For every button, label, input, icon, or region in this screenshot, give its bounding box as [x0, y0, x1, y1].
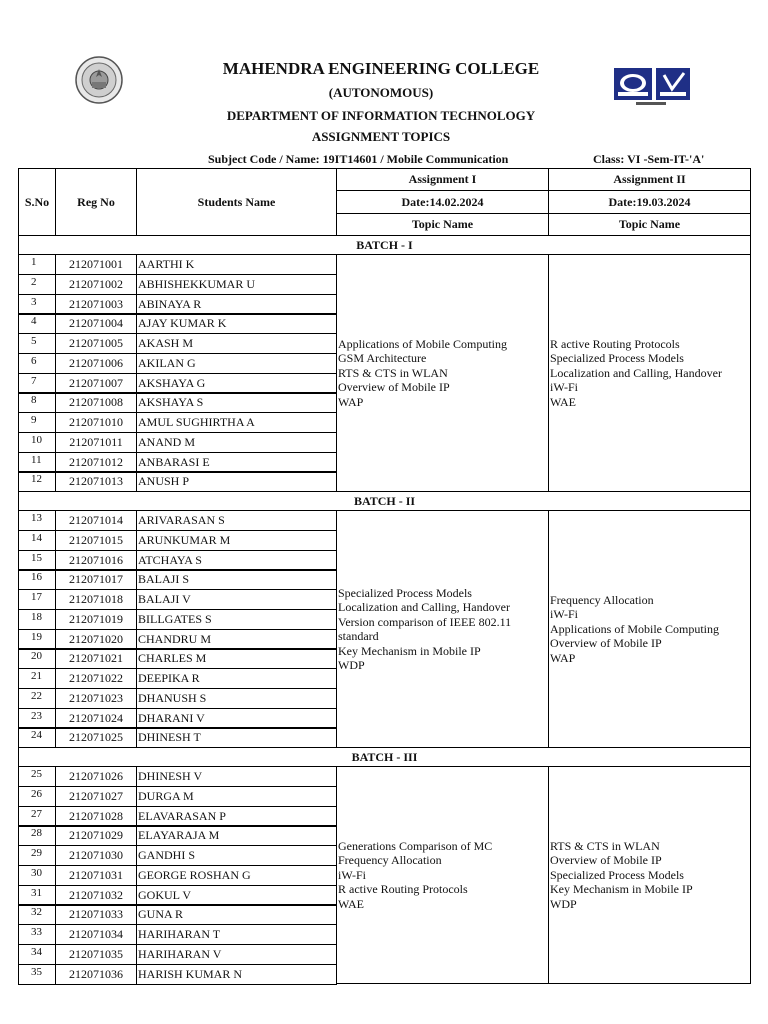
- student-name: AKSHAYA S: [136, 392, 337, 413]
- serial-number: 23: [18, 708, 56, 729]
- serial-number: 20: [18, 648, 56, 669]
- register-number: 212071012: [55, 452, 137, 473]
- student-name: HARIHARAN V: [136, 944, 337, 965]
- student-name: ABHISHEKKUMAR U: [136, 274, 337, 295]
- serial-number: 11: [18, 452, 56, 473]
- student-name: ELAYARAJA M: [136, 825, 337, 846]
- header-sno: S.No: [18, 168, 56, 236]
- register-number: 212071007: [55, 373, 137, 394]
- student-name: ANUSH P: [136, 471, 337, 492]
- register-number: 212071033: [55, 904, 137, 925]
- student-name: AKILAN G: [136, 353, 337, 374]
- serial-number: 15: [18, 550, 56, 571]
- student-name: CHANDRU M: [136, 629, 337, 650]
- serial-number: 27: [18, 806, 56, 827]
- batch-label: BATCH - II: [18, 491, 751, 511]
- assignment-2-topics: Frequency Allocation iW-Fi Applications of Mobile Computing Overview of Mobile IP WAP: [548, 510, 751, 748]
- assignment-2-topics: RTS & CTS in WLAN Overview of Mobile IP Specialized Process Models Key Mechanism in Mobile IP WDP: [548, 766, 751, 984]
- student-name: ATCHAYA S: [136, 550, 337, 571]
- student-name: DHANUSH S: [136, 688, 337, 709]
- student-name: GANDHI S: [136, 845, 337, 866]
- register-number: 212071015: [55, 530, 137, 551]
- student-name: CHARLES M: [136, 648, 337, 669]
- register-number: 212071035: [55, 944, 137, 965]
- serial-number: 2: [18, 274, 56, 295]
- serial-number: 19: [18, 629, 56, 650]
- header-topic-name-2: Topic Name: [548, 213, 751, 236]
- register-number: 212071020: [55, 629, 137, 650]
- assignment-1-topics: Specialized Process Models Localization and Calling, Handover Version comparison of IEEE 802.11 standard Key Mechanism in Mobile IP WDP: [336, 510, 549, 748]
- register-number: 212071032: [55, 885, 137, 906]
- assignment-1-topics: Generations Comparison of MC Frequency Allocation iW-Fi R active Routing Protocols WAE: [336, 766, 549, 984]
- register-number: 212071006: [55, 353, 137, 374]
- header-date-2: Date:19.03.2024: [548, 190, 751, 214]
- register-number: 212071019: [55, 609, 137, 630]
- serial-number: 26: [18, 786, 56, 807]
- serial-number: 3: [18, 294, 56, 315]
- header-students-name: Students Name: [136, 168, 337, 236]
- student-name: ANBARASI E: [136, 452, 337, 473]
- register-number: 212071036: [55, 964, 137, 985]
- serial-number: 31: [18, 885, 56, 906]
- register-number: 212071004: [55, 313, 137, 334]
- serial-number: 35: [18, 964, 56, 985]
- serial-number: 34: [18, 944, 56, 965]
- serial-number: 21: [18, 668, 56, 689]
- student-name: GOKUL V: [136, 885, 337, 906]
- serial-number: 10: [18, 432, 56, 453]
- serial-number: 28: [18, 825, 56, 846]
- student-name: DHINESH V: [136, 766, 337, 787]
- register-number: 212071031: [55, 865, 137, 886]
- register-number: 212071002: [55, 274, 137, 295]
- student-name: ELAVARASAN P: [136, 806, 337, 827]
- register-number: 212071003: [55, 294, 137, 315]
- serial-number: 6: [18, 353, 56, 374]
- serial-number: 30: [18, 865, 56, 886]
- student-name: ABINAYA R: [136, 294, 337, 315]
- assignment-2-topics: R active Routing Protocols Specialized Process Models Localization and Calling, Handover iW-Fi WAE: [548, 254, 751, 492]
- student-name: GUNA R: [136, 904, 337, 925]
- student-name: BILLGATES S: [136, 609, 337, 630]
- serial-number: 4: [18, 313, 56, 334]
- register-number: 212071034: [55, 924, 137, 945]
- student-name: AMUL SUGHIRTHA A: [136, 412, 337, 433]
- subject-info: Subject Code / Name: 19IT14601 / Mobile Communication: [208, 152, 509, 166]
- serial-number: 29: [18, 845, 56, 866]
- register-number: 212071008: [55, 392, 137, 413]
- serial-number: 7: [18, 373, 56, 394]
- batch-label: BATCH - I: [18, 235, 751, 255]
- student-name: DHINESH T: [136, 727, 337, 748]
- serial-number: 13: [18, 510, 56, 531]
- register-number: 212071022: [55, 668, 137, 689]
- register-number: 212071005: [55, 333, 137, 354]
- student-name: DHARANI V: [136, 708, 337, 729]
- register-number: 212071025: [55, 727, 137, 748]
- serial-number: 33: [18, 924, 56, 945]
- department-name: DEPARTMENT OF INFORMATION TECHNOLOGY: [226, 108, 536, 123]
- student-name: AKASH M: [136, 333, 337, 354]
- assignment-1-topics: Applications of Mobile Computing GSM Architecture RTS & CTS in WLAN Overview of Mobile IP WAP: [336, 254, 549, 492]
- serial-number: 9: [18, 412, 56, 433]
- register-number: 212071026: [55, 766, 137, 787]
- serial-number: 32: [18, 904, 56, 925]
- register-number: 212071023: [55, 688, 137, 709]
- serial-number: 17: [18, 589, 56, 610]
- student-name: AARTHI K: [136, 254, 337, 275]
- register-number: 212071028: [55, 806, 137, 827]
- register-number: 212071030: [55, 845, 137, 866]
- document-title: ASSIGNMENT TOPICS: [311, 129, 451, 144]
- register-number: 212071017: [55, 569, 137, 590]
- student-name: ARUNKUMAR M: [136, 530, 337, 551]
- student-name: AJAY KUMAR K: [136, 313, 337, 334]
- header-date-1: Date:14.02.2024: [336, 190, 549, 214]
- batch-label: BATCH - III: [18, 747, 751, 767]
- register-number: 212071024: [55, 708, 137, 729]
- register-number: 212071027: [55, 786, 137, 807]
- serial-number: 5: [18, 333, 56, 354]
- register-number: 212071013: [55, 471, 137, 492]
- header-topic-name-1: Topic Name: [336, 213, 549, 236]
- register-number: 212071011: [55, 432, 137, 453]
- student-name: ANAND M: [136, 432, 337, 453]
- student-name: ARIVARASAN S: [136, 510, 337, 531]
- student-name: BALAJI S: [136, 569, 337, 590]
- serial-number: 18: [18, 609, 56, 630]
- serial-number: 25: [18, 766, 56, 787]
- register-number: 212071029: [55, 825, 137, 846]
- autonomous-label: (AUTONOMOUS): [328, 85, 434, 100]
- header-assignment-1: Assignment I: [336, 168, 549, 191]
- serial-number: 12: [18, 471, 56, 492]
- register-number: 212071014: [55, 510, 137, 531]
- student-name: HARISH KUMAR N: [136, 964, 337, 985]
- student-name: DURGA M: [136, 786, 337, 807]
- register-number: 212071001: [55, 254, 137, 275]
- student-name: AKSHAYA G: [136, 373, 337, 394]
- header-assignment-2: Assignment II: [548, 168, 751, 191]
- register-number: 212071016: [55, 550, 137, 571]
- register-number: 212071018: [55, 589, 137, 610]
- student-name: BALAJI V: [136, 589, 337, 610]
- student-name: GEORGE ROSHAN G: [136, 865, 337, 886]
- serial-number: 1: [18, 254, 56, 275]
- header-reg-no: Reg No: [55, 168, 137, 236]
- register-number: 212071010: [55, 412, 137, 433]
- serial-number: 16: [18, 569, 56, 590]
- class-info: Class: VI -Sem-IT-'A': [593, 152, 705, 166]
- serial-number: 8: [18, 392, 56, 413]
- college-name: MAHENDRA ENGINEERING COLLEGE: [222, 59, 540, 78]
- student-name: DEEPIKA R: [136, 668, 337, 689]
- register-number: 212071021: [55, 648, 137, 669]
- serial-number: 22: [18, 688, 56, 709]
- student-name: HARIHARAN T: [136, 924, 337, 945]
- serial-number: 24: [18, 727, 56, 748]
- serial-number: 14: [18, 530, 56, 551]
